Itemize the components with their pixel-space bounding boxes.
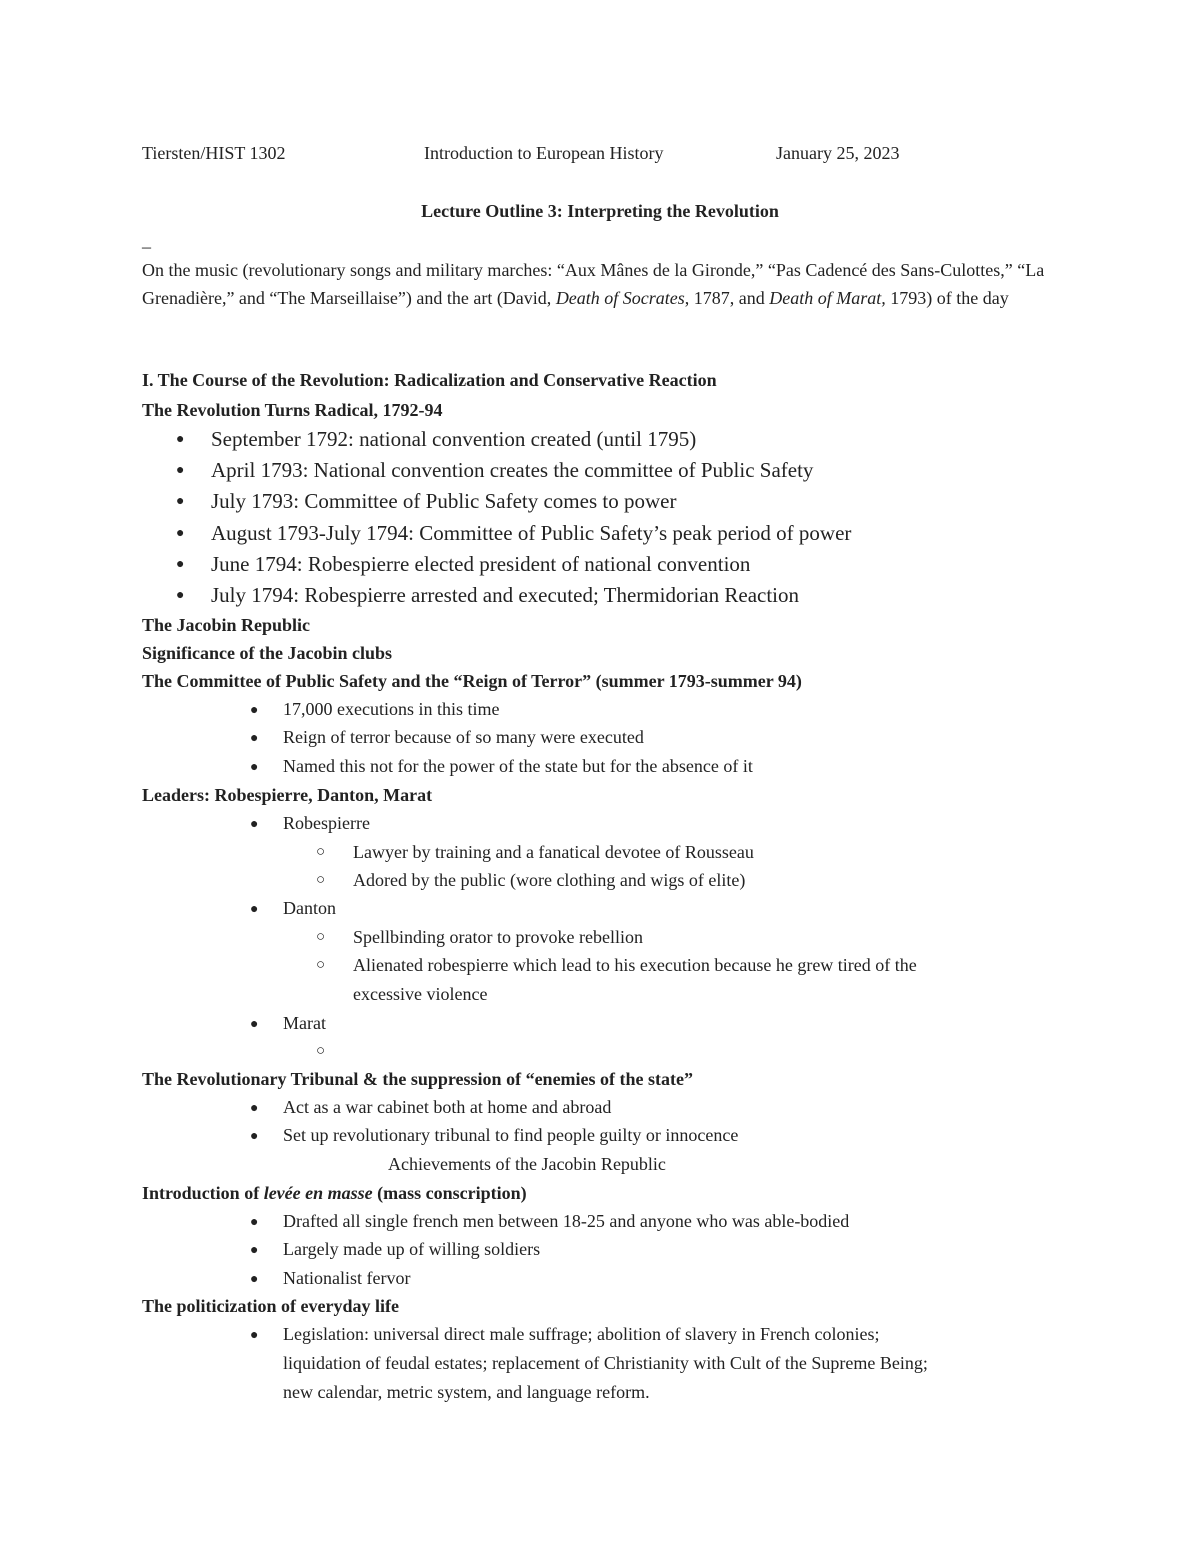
terror-heading: The Committee of Public Safety and the “Reign of Terror” (summer 1793-summer 94) (142, 671, 802, 691)
list-item: April 1793: National convention creates the committee of Public Safety (211, 458, 814, 482)
radical-heading: The Revolution Turns Radical, 1792-94 (142, 400, 443, 420)
dash-mark: _ (142, 230, 151, 250)
list-item: Named this not for the power of the state but for the absence of it (283, 756, 753, 776)
header-date: January 25, 2023 (776, 143, 900, 163)
achievements-subtitle: Achievements of the Jacobin Republic (388, 1154, 666, 1174)
sub-bullet-icon: ○ (316, 872, 326, 888)
list-item: Nationalist fervor (283, 1268, 411, 1288)
bullet-icon: ● (250, 1328, 259, 1343)
section-heading: I. The Course of the Revolution: Radicalization and Conservative Reaction (142, 370, 717, 390)
levee-heading-italic: levée en masse (263, 1183, 373, 1203)
bullet-icon: ● (250, 1272, 259, 1287)
politicization-heading: The politicization of everyday life (142, 1296, 399, 1316)
bullet-icon: ● (250, 1017, 259, 1032)
sub-list-item: Alienated robespierre which lead to his execution because he grew tired of the (353, 955, 917, 975)
list-item: Largely made up of willing soldiers (283, 1239, 541, 1259)
leaders-heading: Leaders: Robespierre, Danton, Marat (142, 785, 433, 805)
bullet-icon: ● (250, 1215, 259, 1230)
intro-text-2: , 1787, and (684, 288, 770, 308)
sub-bullet-icon: ○ (316, 1043, 326, 1059)
bullet-icon: ● (250, 902, 259, 917)
list-item: Legislation: universal direct male suffrage; abolition of slavery in French colonies; (283, 1324, 880, 1344)
bullet-icon: ● (176, 432, 185, 447)
leader-danton: Danton (283, 898, 336, 918)
sub-bullet-icon: ○ (316, 844, 326, 860)
bullet-icon: ● (250, 703, 259, 718)
list-item: July 1794: Robespierre arrested and executed; Thermidorian Reaction (211, 583, 799, 607)
bullet-icon: ● (250, 817, 259, 832)
bullet-icon: ● (250, 760, 259, 775)
list-item: July 1793: Committee of Public Safety comes to power (211, 489, 677, 513)
list-item: Drafted all single french men between 18-25 and anyone who was able-bodied (283, 1211, 850, 1231)
sub-list-item: Lawyer by training and a fanatical devotee of Rousseau (353, 842, 754, 862)
jacobin-clubs-heading: Significance of the Jacobin clubs (142, 643, 393, 663)
bullet-icon: ● (250, 1243, 259, 1258)
list-item: August 1793-July 1794: Committee of Public Safety’s peak period of power (211, 521, 852, 545)
list-item: Act as a war cabinet both at home and abroad (283, 1097, 612, 1117)
tribunal-heading: The Revolutionary Tribunal & the suppression of “enemies of the state” (142, 1069, 694, 1089)
leader-robespierre: Robespierre (283, 813, 370, 833)
bullet-icon: ● (176, 526, 185, 541)
bullet-icon: ● (176, 463, 185, 478)
header-course: Tiersten/HIST 1302 (142, 143, 286, 163)
sub-list-item-continued: excessive violence (353, 984, 488, 1004)
list-item-continued: liquidation of feudal estates; replacement of Christianity with Cult of the Supreme Being; (283, 1353, 928, 1373)
bullet-icon: ● (250, 1101, 259, 1116)
bullet-icon: ● (250, 731, 259, 746)
sub-list-item: Adored by the public (wore clothing and wigs of elite) (353, 870, 746, 890)
sub-bullet-icon: ○ (316, 929, 326, 945)
jacobin-republic-heading: The Jacobin Republic (142, 615, 311, 635)
list-item: 17,000 executions in this time (283, 699, 500, 719)
levee-heading (142, 1183, 527, 1204)
bullet-icon: ● (176, 494, 185, 509)
intro-text-3: 1793) of the day (885, 288, 1009, 308)
intro-paragraph (142, 256, 1062, 312)
sub-list-item: Spellbinding orator to provoke rebellion (353, 927, 643, 947)
bullet-icon: ● (176, 557, 185, 572)
list-item-continued: new calendar, metric system, and language reform. (283, 1382, 650, 1402)
header-course-title: Introduction to European History (424, 143, 664, 163)
levee-heading-text-2: (mass conscription) (372, 1183, 527, 1203)
levee-heading-text-1: Introduction of (142, 1183, 264, 1203)
list-item: June 1794: Robespierre elected president of national convention (211, 552, 751, 576)
intro-italic-marat: Death of Marat, (769, 288, 886, 308)
list-item: Set up revolutionary tribunal to find people guilty or innocence (283, 1125, 739, 1145)
page-title: Lecture Outline 3: Interpreting the Revolution (421, 201, 779, 221)
intro-italic-socrates: Death of Socrates (555, 288, 685, 308)
sub-bullet-icon: ○ (316, 957, 326, 973)
list-item: September 1792: national convention created (until 1795) (211, 427, 697, 451)
bullet-icon: ● (250, 1129, 259, 1144)
leader-marat: Marat (283, 1013, 326, 1033)
list-item: Reign of terror because of so many were executed (283, 727, 644, 747)
bullet-icon: ● (176, 588, 185, 603)
intro-text-1: On the music (revolutionary songs and military marches: “Aux Mânes de la Gironde,” “Pas Cadencé des Sans-Culottes,” “La Grenadière,” and “The Marseillaise”) and the art (David, (142, 260, 1045, 308)
